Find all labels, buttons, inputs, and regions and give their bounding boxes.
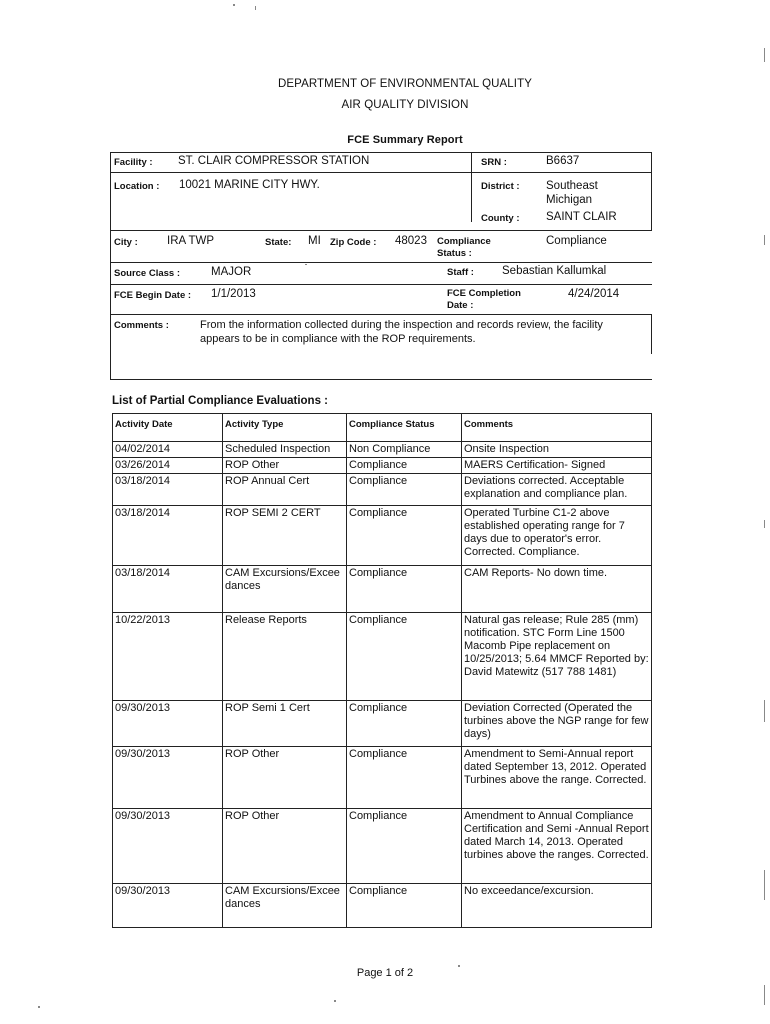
district-value: Southeast Michigan — [546, 180, 598, 206]
activity-type: CAM Excursions/Exceedances — [223, 566, 347, 613]
city-label: City : — [114, 237, 138, 248]
row-comments: Amendment to Semi-Annual report dated September 13, 2012. Operated Turbines above the range. Corrected. — [462, 747, 652, 809]
location-label: Location : — [114, 181, 160, 192]
compliance-status: Compliance — [347, 566, 462, 613]
activity-type: Release Reports — [223, 613, 347, 701]
pce-list-title: List of Partial Compliance Evaluations : — [112, 395, 328, 407]
activity-type: ROP Other — [223, 809, 347, 884]
activity-date: 03/18/2014 — [113, 506, 223, 566]
county-value: SAINT CLAIR — [546, 211, 617, 223]
state-label: State: — [265, 237, 292, 248]
compliance-status: Compliance — [347, 458, 462, 474]
activity-date: 10/22/2013 — [113, 613, 223, 701]
table-row — [113, 474, 652, 506]
table-row — [113, 701, 652, 747]
col-header-activity-date: Activity Date — [113, 414, 223, 442]
row-comments: Amendment to Annual Compliance Certification and Semi -Annual Report dated March 14, 2013. Operated turbines above the ranges. Corrected. — [462, 809, 652, 884]
facility-value: ST. CLAIR COMPRESSOR STATION — [178, 155, 370, 167]
compliance-status: Compliance — [347, 506, 462, 566]
compliance-status: Non Compliance — [347, 442, 462, 458]
zip-value: 48023 — [395, 235, 427, 247]
srn-value: B6637 — [546, 155, 580, 167]
table-row — [113, 884, 652, 928]
row-comments: Deviations corrected. Acceptable explanation and compliance plan. — [462, 474, 652, 506]
activity-type: ROP Annual Cert — [223, 474, 347, 506]
row-comments: CAM Reports- No down time. — [462, 566, 652, 613]
page-number: Page 1 of 2 — [356, 967, 414, 979]
comments-value: From the information collected during the inspection and records review, the facility appears to be in compliance with the ROP requirements. — [200, 319, 603, 345]
table-row — [113, 458, 652, 474]
state-value: MI — [308, 235, 321, 247]
row-comments: MAERS Certification- Signed — [462, 458, 652, 474]
compliance-status-label: Compliance Status : — [437, 236, 491, 259]
source-class-label: Source Class : — [114, 268, 180, 279]
activity-date: 03/18/2014 — [113, 566, 223, 613]
fce-completion-value: 4/24/2014 — [568, 288, 620, 300]
staff-label: Staff : — [447, 267, 474, 278]
comments-label: Comments : — [114, 320, 169, 331]
compliance-status: Compliance — [347, 809, 462, 884]
activity-type: ROP Semi 1 Cert — [223, 701, 347, 747]
staff-value: Sebastian Kallumkal — [502, 265, 607, 277]
fce-begin-value: 1/1/2013 — [211, 288, 256, 300]
table-row — [113, 747, 652, 809]
pce-table — [112, 413, 652, 928]
fce-completion-label: FCE Completion Date : — [447, 288, 521, 311]
source-class-value: MAJOR — [211, 266, 252, 278]
location-value: 10021 MARINE CITY HWY. — [179, 179, 320, 191]
activity-date: 09/30/2013 — [113, 747, 223, 809]
district-label: District : — [481, 181, 520, 192]
row-comments: Deviation Corrected (Operated the turbines above the NGP range for few days) — [462, 701, 652, 747]
activity-type: ROP Other — [223, 458, 347, 474]
report-title: FCE Summary Report — [347, 134, 463, 146]
col-header-compliance-status: Compliance Status — [347, 414, 462, 442]
col-header-comments: Comments — [462, 414, 652, 442]
row-comments: Onsite Inspection — [462, 442, 652, 458]
row-comments: No exceedance/excursion. — [462, 884, 652, 928]
compliance-status: Compliance — [347, 474, 462, 506]
table-row — [113, 613, 652, 701]
table-row — [113, 566, 652, 613]
activity-type: Scheduled Inspection — [223, 442, 347, 458]
compliance-status: Compliance — [347, 747, 462, 809]
zip-label: Zip Code : — [330, 237, 377, 248]
activity-date: 04/02/2014 — [113, 442, 223, 458]
compliance-status-value: Compliance — [546, 235, 607, 247]
compliance-status: Compliance — [347, 884, 462, 928]
row-comments: Operated Turbine C1-2 above established operating range for 7 days due to operator's error. Corrected. Compliance. — [462, 506, 652, 566]
pce-header-row — [113, 414, 652, 442]
activity-type: ROP SEMI 2 CERT — [223, 506, 347, 566]
table-row — [113, 442, 652, 458]
activity-date: 03/26/2014 — [113, 458, 223, 474]
city-value: IRA TWP — [167, 235, 215, 247]
activity-date: 09/30/2013 — [113, 884, 223, 928]
table-row — [113, 506, 652, 566]
activity-type: CAM Excursions/Exceedances — [223, 884, 347, 928]
department-heading: DEPARTMENT OF ENVIRONMENTAL QUALITY — [278, 78, 532, 90]
fce-begin-label: FCE Begin Date : — [114, 290, 192, 301]
county-label: County : — [481, 213, 520, 224]
compliance-status: Compliance — [347, 701, 462, 747]
division-heading: AIR QUALITY DIVISION — [341, 99, 469, 111]
activity-date: 09/30/2013 — [113, 809, 223, 884]
compliance-status: Compliance — [347, 613, 462, 701]
row-comments: Natural gas release; Rule 285 (mm) notification. STC Form Line 1500 Macomb Pipe replacement on 10/25/2013; 5.64 MMCF Reported by: David Matewitz (517 788 1481) — [462, 613, 652, 701]
activity-type: ROP Other — [223, 747, 347, 809]
srn-label: SRN : — [481, 157, 507, 168]
table-row — [113, 809, 652, 884]
col-header-activity-type: Activity Type — [223, 414, 347, 442]
facility-label: Facility : — [114, 157, 153, 168]
activity-date: 09/30/2013 — [113, 701, 223, 747]
activity-date: 03/18/2014 — [113, 474, 223, 506]
